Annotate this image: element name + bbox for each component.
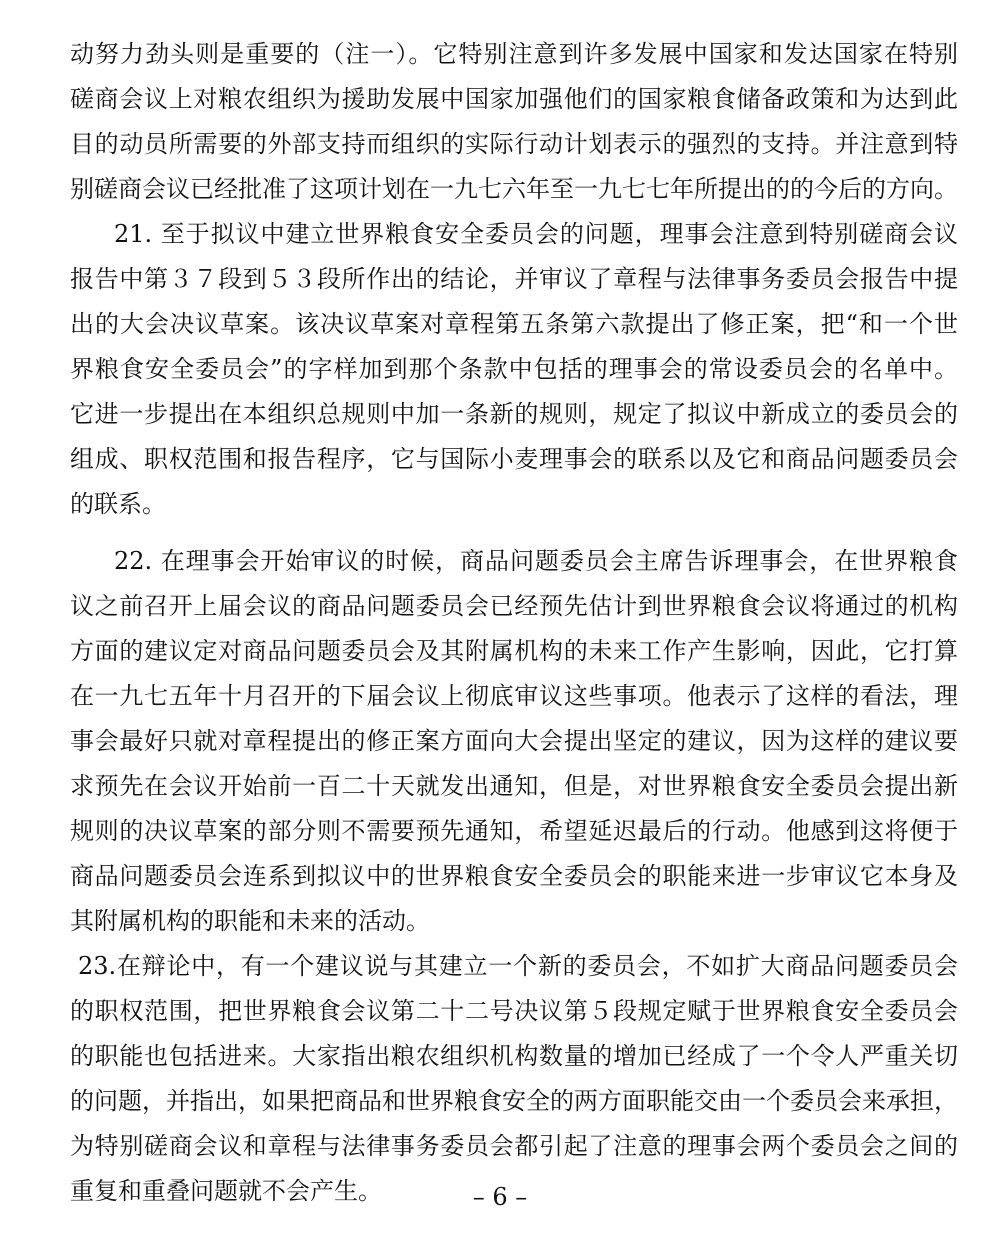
- text-line: 为特别磋商会议和章程与法律事务委员会都引起了注意的理事会两个委员会之间的: [70, 1132, 958, 1160]
- paragraph-23: [70, 944, 958, 1214]
- text-line: 的联系。: [70, 490, 166, 518]
- paragraph-gap: [70, 527, 958, 539]
- text-line: 目的动员所需要的外部支持而组织的实际行动计划表示的强烈的支持。并注意到特: [70, 130, 958, 158]
- text-line: 的职能也包括进来。大家指出粮农组织机构数量的增加已经成了一个令人严重关切: [70, 1042, 958, 1070]
- text-line: 23.在辩论中，有一个建议说与其建立一个新的委员会，不如扩大商品问题委员会: [78, 952, 958, 980]
- text-line: 磋商会议上对粮农组织为援助发展中国家加强他们的国家粮食储备政策和为达到此: [70, 85, 958, 113]
- text-line: 它进一步提出在本组织总规则中加一条新的规则，规定了拟议中新成立的委员会的: [70, 400, 958, 428]
- text-line: 规则的决议草案的部分则不需要预先通知，希望延迟最后的行动。他感到这将便于: [70, 817, 958, 845]
- text-line: 事会最好只就对章程提出的修正案方面向大会提出坚定的建议，因为这样的建议要: [70, 727, 958, 755]
- text-line: 组成、职权范围和报告程序，它与国际小麦理事会的联系以及它和商品问题委员会: [70, 445, 958, 473]
- text-line: 求预先在会议开始前一百二十天就发出通知，但是，对世界粮食安全委员会提出新: [70, 772, 958, 800]
- text-line: 报告中第３７段到５３段所作出的结论，并审议了章程与法律事务委员会报告中提: [70, 265, 958, 293]
- text-line: 动努力劲头则是重要的（注一）。它特别注意到许多发展中国家和发达国家在特别: [70, 40, 958, 68]
- text-line: 21. 至于拟议中建立世界粮食安全委员会的问题，理事会注意到特别磋商会议: [114, 220, 958, 248]
- text-line: 出的大会决议草案。该决议草案对章程第五条第六款提出了修正案，把“和一个世: [70, 310, 958, 338]
- paragraph-continuation: [70, 32, 958, 212]
- text-line: 议之前召开上届会议的商品问题委员会已经预先估计到世界粮食会议将通过的机构: [70, 592, 958, 620]
- text-line: 界粮食安全委员会”的字样加到那个条款中包括的理事会的常设委员会的名单中。: [70, 355, 958, 383]
- paragraph-21: [70, 212, 958, 527]
- paragraph-22: [70, 539, 958, 944]
- text-line: 重复和重叠问题就不会产生。: [70, 1177, 382, 1205]
- text-line: 别磋商会议已经批准了这项计划在一九七六年至一九七七年所提出的的今后的方向。: [70, 175, 958, 203]
- document-page: [70, 32, 958, 1214]
- text-line: 的问题，并指出，如果把商品和世界粮食安全的两方面职能交由一个委员会来承担，: [70, 1087, 958, 1115]
- text-line: 其附属机构的职能和未来的活动。: [70, 907, 430, 935]
- page-number: – 6 –: [472, 1183, 528, 1211]
- text-line: 商品问题委员会连系到拟议中的世界粮食安全委员会的职能来进一步审议它本身及: [70, 862, 958, 890]
- text-line: 在一九七五年十月召开的下届会议上彻底审议这些事项。他表示了这样的看法，理: [70, 682, 958, 710]
- text-line: 的职权范围，把世界粮食会议第二十二号决议第５段规定赋于世界粮食安全委员会: [70, 997, 958, 1025]
- text-line: 22. 在理事会开始审议的时候，商品问题委员会主席告诉理事会，在世界粮食: [114, 547, 958, 575]
- text-line: 方面的建议定对商品问题委员会及其附属机构的未来工作产生影响，因此，它打算: [70, 637, 958, 665]
